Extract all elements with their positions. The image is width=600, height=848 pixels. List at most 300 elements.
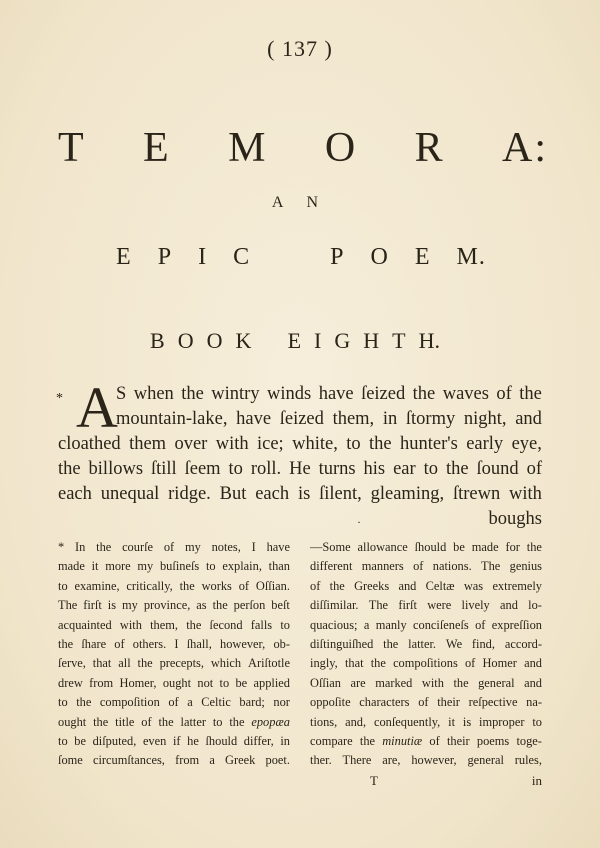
word: In xyxy=(75,540,86,554)
word: the xyxy=(445,459,469,479)
word: them, xyxy=(150,617,178,632)
word: circumſtances, xyxy=(92,753,165,768)
word: Celtic xyxy=(201,695,231,710)
word: the xyxy=(186,617,202,632)
word: firſt xyxy=(398,598,417,613)
note-line xyxy=(310,557,542,576)
word: compoſition xyxy=(99,695,160,710)
word: of xyxy=(475,617,486,632)
word: is xyxy=(107,598,117,613)
word: of xyxy=(464,656,476,671)
note-line xyxy=(58,654,290,673)
word: He xyxy=(289,459,311,479)
word: Oſſian. xyxy=(255,578,290,593)
word: however, xyxy=(220,637,266,652)
word: the xyxy=(229,714,245,729)
word: the xyxy=(453,675,469,690)
epic-letter: O xyxy=(370,244,389,270)
word: beſt xyxy=(271,598,290,613)
epic-letter: I xyxy=(198,244,208,270)
body-line xyxy=(58,407,542,432)
word: ought xyxy=(162,675,192,690)
footnote-right-column xyxy=(310,538,542,790)
word: na- xyxy=(526,695,542,710)
word: nor xyxy=(273,695,290,710)
word: the xyxy=(526,540,542,554)
note-line xyxy=(310,732,542,751)
word: acquainted xyxy=(58,617,112,632)
note-line xyxy=(310,751,542,770)
word: province, xyxy=(143,598,191,613)
word: and xyxy=(398,578,417,593)
word: find, xyxy=(471,637,495,652)
word: ſeized xyxy=(279,409,324,429)
title-temora xyxy=(58,124,548,172)
word: genius xyxy=(509,559,542,574)
note-line xyxy=(58,538,290,557)
word: winds xyxy=(267,384,312,404)
word: from xyxy=(89,675,114,690)
word: the xyxy=(137,656,153,671)
word: turns xyxy=(318,459,356,479)
word: as xyxy=(196,598,207,613)
word: with xyxy=(509,484,542,504)
title-letter: E xyxy=(143,125,171,171)
epic-letter: M. xyxy=(456,244,486,270)
word: ſhare xyxy=(81,637,107,652)
note-line xyxy=(310,635,542,654)
word: latter. xyxy=(408,637,437,652)
word: of xyxy=(163,540,175,554)
word: my xyxy=(122,598,138,613)
note-line xyxy=(310,616,542,635)
word: for xyxy=(505,540,520,554)
epic-letter: E xyxy=(414,244,431,270)
word: the xyxy=(181,384,204,404)
word: have xyxy=(236,409,272,429)
word: the xyxy=(76,695,92,710)
word: each xyxy=(255,484,290,504)
word: critically, xyxy=(126,578,173,593)
word: to xyxy=(58,734,68,749)
word: if xyxy=(172,734,181,749)
heading-letter: O xyxy=(206,328,223,353)
word: diſſimilar. xyxy=(310,598,359,613)
note-line xyxy=(58,693,290,712)
word: the xyxy=(58,637,74,652)
word: a xyxy=(363,617,370,632)
note-line xyxy=(58,616,290,635)
signature-mark: T xyxy=(370,772,378,788)
word: marked xyxy=(375,675,413,690)
word: is xyxy=(462,714,472,729)
word: falls xyxy=(250,617,273,632)
word: in xyxy=(382,409,398,429)
word: oppoſite xyxy=(310,695,351,710)
word: and xyxy=(524,675,542,690)
page-number: ( 137 ) xyxy=(267,36,333,61)
word: precepts, xyxy=(159,656,204,671)
note-line xyxy=(310,538,542,557)
word: be xyxy=(453,540,465,554)
word: that xyxy=(92,656,112,671)
title-letter: A: xyxy=(501,125,548,171)
epic-letter: E xyxy=(116,244,132,270)
word: the xyxy=(370,656,386,671)
body-catchword: boughs xyxy=(488,509,542,529)
word: nations. xyxy=(432,559,472,574)
word: all xyxy=(118,656,131,671)
word-gap xyxy=(276,244,304,271)
word: ridge. xyxy=(168,484,211,504)
word: —Some xyxy=(310,540,351,554)
word: unequal xyxy=(100,484,160,504)
word: waves xyxy=(442,384,489,404)
word: of xyxy=(238,578,250,593)
word: not xyxy=(197,675,214,690)
word: of xyxy=(413,559,424,574)
note-line xyxy=(58,674,290,693)
word: ther. xyxy=(310,753,332,768)
word: conſequently, xyxy=(373,714,441,729)
word: ſerve, xyxy=(58,656,86,671)
heading-letter: H xyxy=(363,328,380,353)
word: ice; xyxy=(257,434,284,454)
signature-catchword-line xyxy=(310,771,542,790)
word: poet. xyxy=(265,753,290,768)
word: the xyxy=(359,734,376,749)
word: are xyxy=(350,675,366,690)
poem-body xyxy=(56,375,542,532)
word: of xyxy=(429,734,440,749)
word: have xyxy=(266,540,290,554)
word: the xyxy=(96,540,112,554)
word: his xyxy=(363,459,386,479)
word: ſtill xyxy=(150,459,177,479)
word: of xyxy=(114,637,125,652)
word: of xyxy=(496,384,512,404)
word: than xyxy=(268,559,290,574)
title-letter: M xyxy=(228,125,268,171)
word: have xyxy=(318,384,354,404)
word: ſeized xyxy=(361,384,406,404)
word: from xyxy=(175,753,200,768)
word: night, xyxy=(463,409,507,429)
word: general xyxy=(478,675,515,690)
note-line xyxy=(310,654,542,673)
word: however, xyxy=(411,753,457,768)
word: conciſeneſs xyxy=(413,617,469,632)
word: to xyxy=(228,459,243,479)
word: that xyxy=(344,656,364,671)
footnote-asterisk: * xyxy=(56,391,63,406)
word: to xyxy=(423,459,438,479)
heading-letter: B xyxy=(150,328,165,353)
body-line xyxy=(58,432,542,457)
word: their xyxy=(446,734,470,749)
body-line xyxy=(58,482,542,507)
word: We xyxy=(445,637,463,652)
word: with xyxy=(119,617,142,632)
word: compoſitions xyxy=(393,656,458,671)
word: to xyxy=(58,578,68,593)
word: even xyxy=(142,734,167,749)
word: the xyxy=(158,714,174,729)
word: extremely xyxy=(492,578,542,593)
stray-mark: . xyxy=(357,512,361,526)
body-line xyxy=(58,457,542,482)
word: a xyxy=(187,695,193,710)
title-letter: O xyxy=(324,125,358,171)
word: drew xyxy=(58,675,83,690)
word: each xyxy=(58,484,92,504)
word: ſound xyxy=(476,459,519,479)
word: ought xyxy=(58,714,87,729)
word: quacious; xyxy=(310,617,358,632)
subtitle-an: A N xyxy=(271,194,329,211)
word: Homer, xyxy=(119,675,157,690)
word: made xyxy=(58,559,85,574)
word: improper xyxy=(479,714,525,729)
subtitle-epic-poem xyxy=(116,244,486,271)
word: ob- xyxy=(273,637,290,652)
word: firſt xyxy=(83,598,102,613)
word: diſtinguiſhed xyxy=(310,637,374,652)
word: be xyxy=(74,734,86,749)
word: made xyxy=(471,540,499,554)
note-line xyxy=(58,635,290,654)
word: of xyxy=(310,578,321,593)
word: ſecond xyxy=(209,617,243,632)
word: of xyxy=(141,714,152,729)
note-line xyxy=(58,557,290,576)
epic-letter: C xyxy=(233,244,251,270)
word: was xyxy=(463,578,484,593)
word: lo- xyxy=(528,598,542,613)
word: toge- xyxy=(516,734,542,749)
note-line xyxy=(310,674,542,693)
word: the xyxy=(329,578,345,593)
word: explain, xyxy=(222,559,262,574)
word: is xyxy=(297,484,311,504)
word: it xyxy=(91,559,99,574)
word: which xyxy=(210,656,242,671)
word: to xyxy=(219,675,230,690)
word: examine, xyxy=(74,578,120,593)
word: ingly, xyxy=(310,656,338,671)
heading-letter: H. xyxy=(418,328,440,353)
word: Celtæ xyxy=(425,578,455,593)
word: notes, xyxy=(211,540,241,554)
book-word xyxy=(150,328,251,354)
word: of xyxy=(526,459,542,479)
word: the xyxy=(179,578,195,593)
heading-letter: T xyxy=(392,328,406,353)
word: it xyxy=(448,714,456,729)
epic-letter: P xyxy=(157,244,173,270)
eighth-word xyxy=(288,328,440,354)
epic-letter: P xyxy=(330,244,345,270)
word: the xyxy=(519,384,542,404)
word: But xyxy=(219,484,247,504)
word: Ariſtotle xyxy=(248,656,290,671)
word: ſeem xyxy=(184,459,221,479)
word: to xyxy=(58,695,68,710)
word: buſineſs xyxy=(159,559,200,574)
word: tions, xyxy=(310,714,338,729)
word: manners xyxy=(361,559,404,574)
word: accord- xyxy=(504,637,542,652)
word: my xyxy=(137,559,154,574)
word: and, xyxy=(345,714,367,729)
word: The xyxy=(58,598,78,613)
word: mountain-lake, xyxy=(116,409,228,429)
word: * xyxy=(58,540,65,554)
word: and xyxy=(524,656,542,671)
word: others. xyxy=(132,637,167,652)
word: ſhould xyxy=(205,734,238,749)
notes-catchword: in xyxy=(531,772,542,788)
word: my xyxy=(184,540,201,554)
word: rules, xyxy=(514,753,542,768)
title-letter: T xyxy=(58,125,86,171)
word: the xyxy=(369,434,392,454)
word: their xyxy=(437,695,460,710)
word: and xyxy=(515,409,542,429)
word: of xyxy=(168,695,179,710)
word: I xyxy=(174,637,179,652)
word: I xyxy=(251,540,256,554)
word: ſome xyxy=(58,753,83,768)
book-heading xyxy=(150,328,440,354)
heading-letter: G xyxy=(334,328,351,353)
body-line xyxy=(58,382,542,407)
footnotes xyxy=(58,538,542,790)
word: with xyxy=(421,675,444,690)
word: latter xyxy=(180,714,206,729)
word: diſputed, xyxy=(92,734,137,749)
word: ſilent, xyxy=(319,484,362,504)
word: early xyxy=(466,434,504,454)
word: in xyxy=(280,734,290,749)
word: of xyxy=(418,695,429,710)
word: white, xyxy=(292,434,338,454)
opening-lines xyxy=(56,375,542,440)
word: ſhall, xyxy=(186,637,212,652)
note-line xyxy=(310,693,542,712)
word: ſhould xyxy=(414,540,447,554)
word: a xyxy=(209,753,215,768)
word: the xyxy=(383,637,399,652)
word: S xyxy=(116,384,127,404)
word: to xyxy=(212,714,223,729)
word: them, xyxy=(332,409,375,429)
word: poems xyxy=(476,734,510,749)
word: gleaming, xyxy=(370,484,445,504)
note-line xyxy=(310,577,542,596)
word: to xyxy=(532,714,542,729)
footnote-left-column xyxy=(58,538,290,790)
word: works xyxy=(201,578,232,593)
word: cloathed xyxy=(58,434,121,454)
word: The xyxy=(481,559,501,574)
word: There xyxy=(342,753,372,768)
word: bard; xyxy=(239,695,265,710)
heading-letter: E xyxy=(287,328,302,353)
word: roll. xyxy=(250,459,282,479)
word: reſpective xyxy=(468,695,518,710)
word: Homer xyxy=(482,656,517,671)
word: characters xyxy=(359,695,410,710)
note-line xyxy=(58,751,290,770)
word: Oſſian xyxy=(310,675,341,690)
word: to xyxy=(280,617,290,632)
note-line xyxy=(310,596,542,615)
note-line xyxy=(58,732,290,751)
word: more xyxy=(105,559,131,574)
word: to xyxy=(346,434,361,454)
word: when xyxy=(133,384,174,404)
word: wintry xyxy=(211,384,260,404)
note-line xyxy=(58,577,290,596)
word: Greeks xyxy=(354,578,390,593)
note-line xyxy=(58,596,290,615)
word: to xyxy=(205,559,216,574)
word: manly xyxy=(375,617,407,632)
word: them xyxy=(129,434,167,454)
word: ear xyxy=(393,459,416,479)
note-line xyxy=(58,713,290,732)
word: applied xyxy=(253,675,290,690)
heading-letter: K xyxy=(235,328,252,353)
word: hunter's xyxy=(400,434,458,454)
word: allowance xyxy=(357,540,408,554)
word: ſtormy xyxy=(405,409,456,429)
word: are, xyxy=(382,753,401,768)
word: were xyxy=(427,598,452,613)
title-letter: R xyxy=(414,125,445,171)
word: with xyxy=(215,434,249,454)
note-line xyxy=(310,713,542,732)
word: ſtrewn xyxy=(452,484,501,504)
heading-letter: I xyxy=(314,328,322,353)
drop-cap: A xyxy=(76,375,118,440)
word: compare xyxy=(310,734,353,749)
word: and xyxy=(500,598,518,613)
word: the xyxy=(412,384,436,404)
word: be xyxy=(235,675,248,690)
word: differ, xyxy=(243,734,274,749)
word: eye, xyxy=(511,434,542,454)
catchword-line xyxy=(58,507,542,532)
word: over xyxy=(174,434,208,454)
word: minutiæ xyxy=(382,734,423,749)
word: The xyxy=(368,598,389,613)
word: he xyxy=(187,734,199,749)
word: Greek xyxy=(225,753,256,768)
word: epopæa xyxy=(251,714,290,729)
word: general xyxy=(467,753,504,768)
word: different xyxy=(310,559,353,574)
word: the xyxy=(93,714,109,729)
heading-letter: O xyxy=(177,328,194,353)
word: perſon xyxy=(233,598,266,613)
word: courſe xyxy=(122,540,154,554)
word: title xyxy=(115,714,135,729)
word: the xyxy=(212,598,228,613)
word: billows xyxy=(88,459,144,479)
word: expreſſion xyxy=(491,617,542,632)
